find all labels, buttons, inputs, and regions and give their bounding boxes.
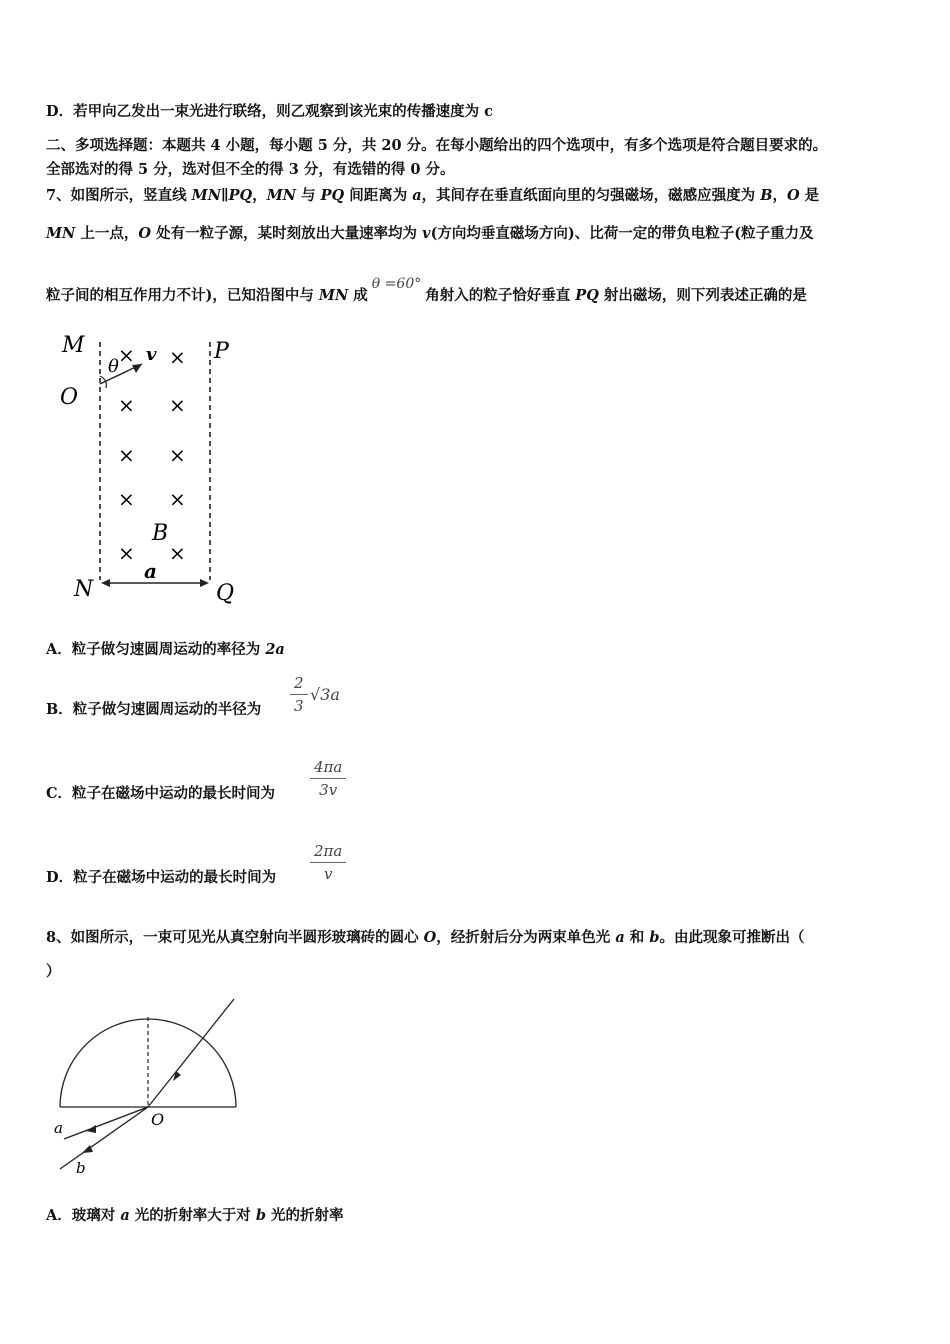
q6-option-d: D．若甲向乙发出一束光进行联络，则乙观察到该光束的传播速度为 c (46, 103, 493, 120)
incident-arrowhead (173, 1071, 181, 1081)
q7-option-b-fraction: 2 3 (290, 674, 308, 715)
label-v: v (146, 344, 157, 365)
label-a: a (54, 1119, 63, 1137)
field-cross: × (118, 541, 135, 565)
q7-option-b-root: √3a (310, 685, 340, 704)
q8-option-a: A．玻璃对 a 光的折射率大于对 b 光的折射率 (46, 1207, 344, 1224)
q7-option-b: B．粒子做匀速圆周运动的半径为 (46, 701, 262, 718)
ray-a-arrowhead (86, 1125, 96, 1133)
incident-ray (148, 999, 234, 1107)
q7-stem-line3: 粒子间的相互作用力不计)，已知沿图中与 MN 成θ =60°角射入的粒子恰好垂直 PQ 射出磁场，则下列表述正确的是 (46, 276, 807, 304)
label-theta: θ (108, 356, 119, 377)
q7-option-d-fraction: 2πa v (310, 842, 346, 883)
field-cross: × (169, 443, 186, 467)
field-cross: × (118, 343, 135, 367)
label-b: B (152, 521, 169, 546)
q8-stem-line2: ） (46, 963, 61, 980)
q8-semicircle-glass-figure (50, 995, 250, 1180)
q8-stem-line1: 8、如图所示，一束可见光从真空射向半圆形玻璃砖的圆心 O，经折射后分为两束单色光 a 和 b。由此现象可推断出（ (46, 929, 805, 946)
distance-arrowhead-right (200, 579, 209, 587)
field-cross: × (169, 393, 186, 417)
field-cross: × (169, 541, 186, 565)
q7-option-d: D．粒子在磁场中运动的最长时间为 (46, 869, 277, 886)
distance-arrowhead-left (101, 579, 110, 587)
q7-option-c: C．粒子在磁场中运动的最长时间为 (46, 785, 276, 802)
label-o: O (151, 1110, 165, 1129)
refracted-ray-b (60, 1107, 148, 1169)
q7-option-a: A．粒子做匀速圆周运动的率径为 2a (46, 641, 285, 658)
q7-stem-line2: MN 上一点，O 处有一粒子源，某时刻放出大量速率均为 v(方向均垂直磁场方向)、比荷一定的带负电粒子(粒子重力及 (46, 225, 814, 242)
field-cross: × (169, 487, 186, 511)
theta-expression: θ =60° (371, 276, 422, 292)
section2-heading-line1: 二、多项选择题：本题共 4 小题，每小题 5 分，共 20 分。在每小题给出的四个选项中，有多个选项是符合题目要求的。 (46, 137, 828, 154)
label-o: O (60, 385, 79, 410)
field-cross: × (118, 393, 135, 417)
q7-magnetic-field-figure (52, 328, 252, 608)
label-a: a (144, 559, 157, 583)
label-m: M (62, 333, 85, 358)
label-q: Q (216, 581, 235, 606)
q7-option-c-fraction: 4πa 3v (310, 758, 346, 799)
section2-heading-line2: 全部选对的得 5 分，选对但不全的得 3 分，有选错的得 0 分。 (46, 161, 455, 178)
label-n: N (74, 577, 94, 602)
field-cross: × (118, 443, 135, 467)
field-cross: × (118, 487, 135, 511)
label-b: b (76, 1159, 86, 1177)
q7-stem-line1: 7、如图所示，竖直线 MN∥PQ，MN 与 PQ 间距离为 a，其间存在垂直纸面向里的匀强磁场，磁感应强度为 B，O 是 (46, 187, 820, 204)
field-cross: × (169, 345, 186, 369)
label-p: P (214, 339, 229, 364)
refracted-ray-a (64, 1107, 148, 1139)
